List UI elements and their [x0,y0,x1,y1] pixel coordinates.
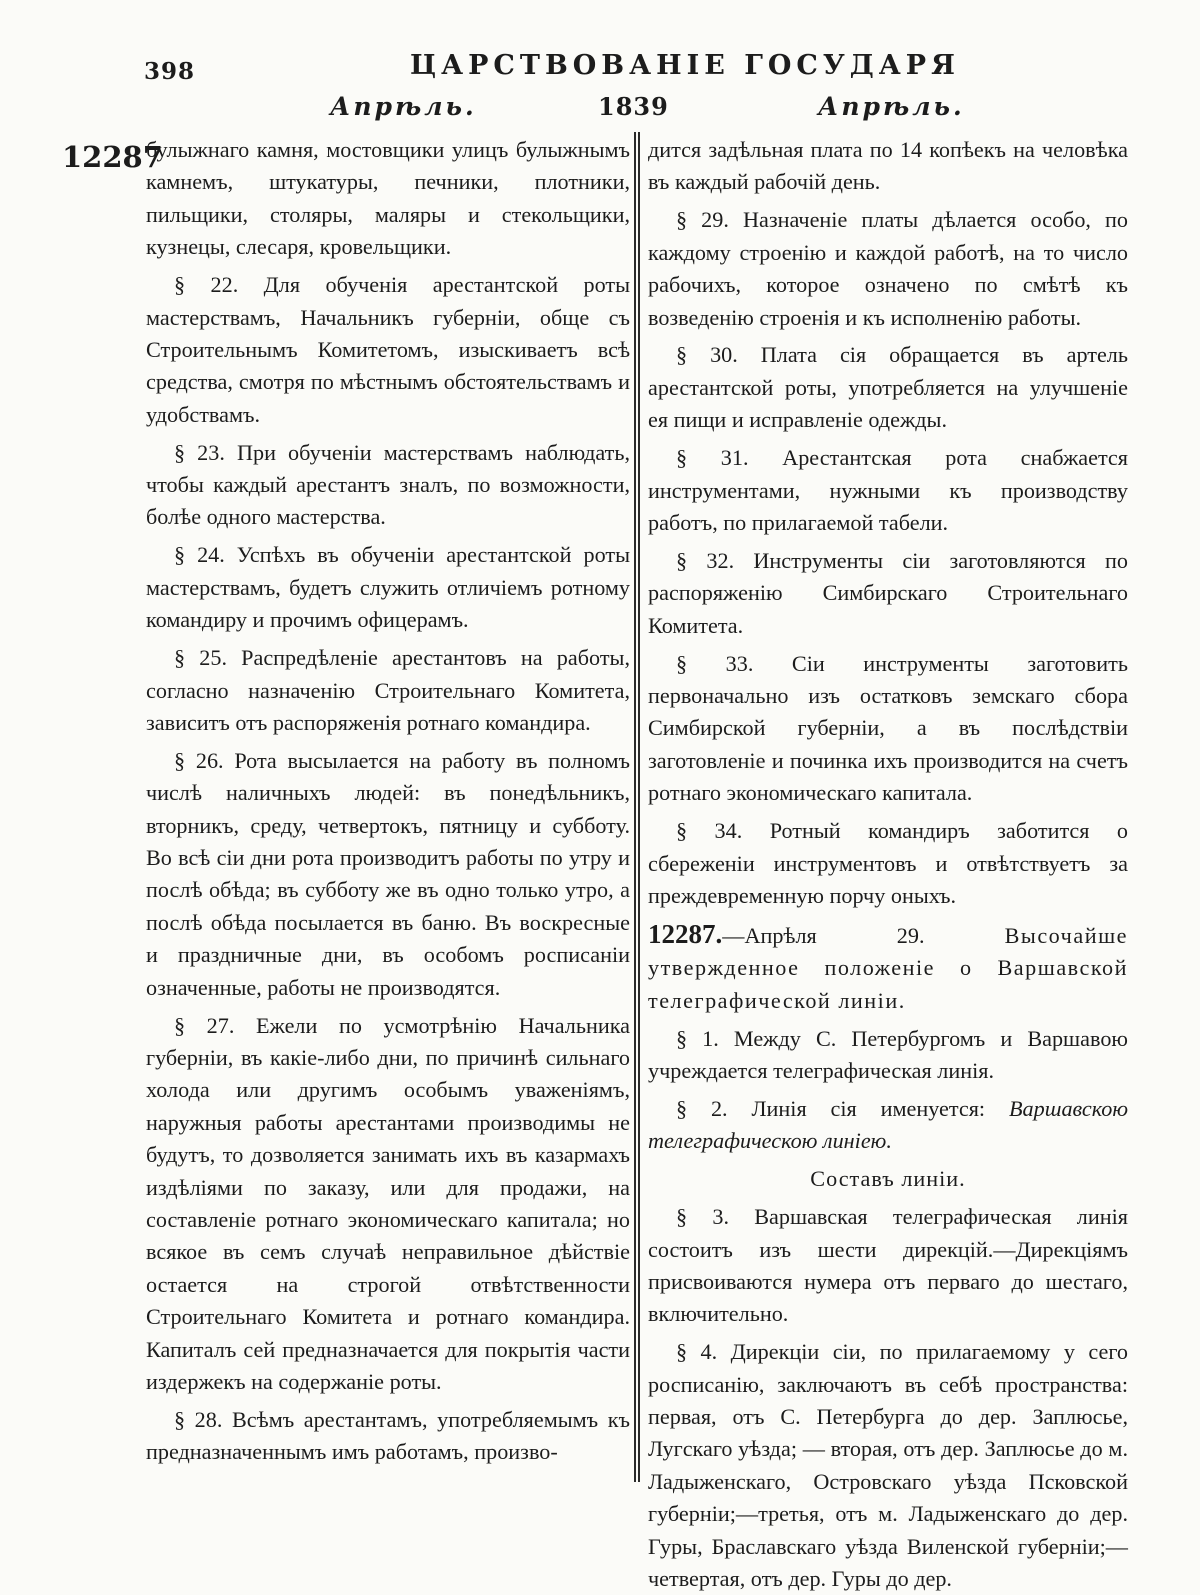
paragraph: § 26. Рота высылается на работу въ полномъ числѣ наличныхъ людей: въ понедѣльникъ, вторникъ, среду, четвертокъ, пятницу и субботу. Во всѣ сіи дни рота производитъ работы по утру и послѣ обѣда; въ субботу же въ одно только утро, а послѣ обѣда посылается въ баню. Въ воскресные и праздничные дни, въ особомъ росписаніи означенные, работы не производятся. [146,747,630,1000]
decree-heading [648,918,1128,1017]
left-column [146,134,630,1479]
month-left: Апрѣль. [330,92,477,121]
paragraph: § 32. Инструменты сіи заготовляются по распоряженію Симбирскаго Строительнаго Комитета. [648,547,1128,638]
paragraph: § 22. Для обученія арестантской роты мастерствамъ, Начальникъ губерніи, обще съ Строительнымъ Комитетомъ, изыскиваетъ всѣ средства, смотря по мѣстнымъ обстоятельствамъ и удобствамъ. [146,272,630,427]
paragraph: § 25. Распредѣленіе арестантовъ на работы, согласно назначенію Строительнаго Комитета, зависитъ отъ распоряженія ротнаго командира. [146,645,630,735]
decree-date: —Апрѣля 29. [722,922,925,948]
year: 1839 [598,92,669,121]
paragraph: § 28. Всѣмъ арестантамъ, употребляемымъ къ предназначеннымъ имъ работамъ, произво- [146,1406,630,1465]
paragraph: § 27. Ежели по усмотрѣнію Начальника губерніи, въ какіе-либо дни, по причинѣ сильнаго холода или другимъ особымъ уваженіямъ, наружныя работы арестантами производимы не будутъ, то дозволяется занимать ихъ въ казармахъ издѣліями по заказу, или для продажи, на составленіе ротнаго экономическаго капитала; но всякое въ семъ случаѣ неправильное дѣйствіе остается на строгой отвѣтственности Строительнаго Комитета и ротнаго командира. Капиталъ сей предназначается для покрытія части издержекъ на содержаніе роты. [146,1012,630,1395]
month-right: Апрѣль. [818,92,965,121]
paragraph: § 4. Дирекціи сіи, по прилагаемому у сего росписанію, заключаютъ въ себѣ пространства: первая, отъ С. Петербурга до дер. Заплюсье, Лугскаго уѣзда; — вторая, отъ дер. Заплюсье до м. Ладыженскаго, Островскаго уѣзда Псковской губерніи;—третья, отъ м. Ладыженскаго до дер. Гуры, Браславскаго уѣзда Виленской губерніи;—четвертая, отъ дер. Гуры до дер. [648,1339,1128,1592]
right-column [648,134,1128,1592]
paragraph [648,1093,1128,1158]
line-name-italic: Варшавскою телеграфическою линіею. [648,1095,1128,1154]
paragraph: § 3. Варшавская телеграфическая линія состоитъ изъ шести дирекцій.—Дирекціямъ присвоиваются нумера отъ перваго до шестаго, включительно. [648,1204,1128,1327]
page-number: 398 [144,58,196,85]
paragraph: булыжнаго камня, мостовщики улицъ булыжнымъ камнемъ, штукатуры, печники, плотники, пильщики, столяры, маляры и стекольщики, кузнецы, слесаря, кровельщики. [146,137,630,260]
decree-title: Высочайше утвержденное положеніе о Варшавской телеграфической линіи. [648,922,1128,1013]
column-rule-right [638,132,640,1482]
column-rule-left [634,132,636,1482]
paragraph: § 24. Успѣхъ въ обученіи арестантской роты мастерствамъ, будетъ служить отличіемъ ротному командиру и прочимъ офицерамъ. [146,542,630,633]
running-title: ЦАРСТВОВАНІЕ ГОСУДАРЯ [410,50,960,81]
paragraph: § 1. Между С. Петербургомъ и Варшавою учреждается телеграфическая линія. [648,1025,1128,1083]
paragraph-text: § 2. Линія сія именуется: [676,1095,1009,1121]
paragraph: § 34. Ротный командиръ заботится о сбереженіи инструментовъ и отвѣтствуетъ за преждевременную порчу оныхъ. [648,818,1128,908]
paragraph: § 29. Назначеніе платы дѣлается особо, по каждому строенію и каждой работѣ, на то число рабочихъ, которое означено по смѣтѣ къ возведенію строенія и къ исполненію работы. [648,207,1128,330]
paragraph: § 33. Сіи инструменты заготовить первоначально изъ остатковъ земскаго сбора Симбирской губерніи, а въ послѣдствіи заготовленіе и починка ихъ производится на счетъ ротнаго экономическаго капитала. [648,650,1128,806]
paragraph: дится задѣльная плата по 14 копѣекъ на человѣка въ каждый рабочій день. [648,137,1128,195]
paragraph: § 30. Плата сія обращается въ артель арестантской роты, употребляется на улучшеніе ея пищи и исправленіе одежды. [648,342,1128,433]
section-heading: Составъ линіи. [810,1166,966,1192]
paragraph: § 23. При обученіи мастерствамъ наблюдать, чтобы каждый арестантъ зналъ, по возможности, болѣе одного мастерства. [146,439,630,530]
margin-number: 12287 [62,140,163,174]
decree-number: 12287. [648,918,723,949]
paragraph: § 31. Арестантская рота снабжается инструментами, нужными къ производству работъ, по прилагаемой табели. [648,445,1128,535]
